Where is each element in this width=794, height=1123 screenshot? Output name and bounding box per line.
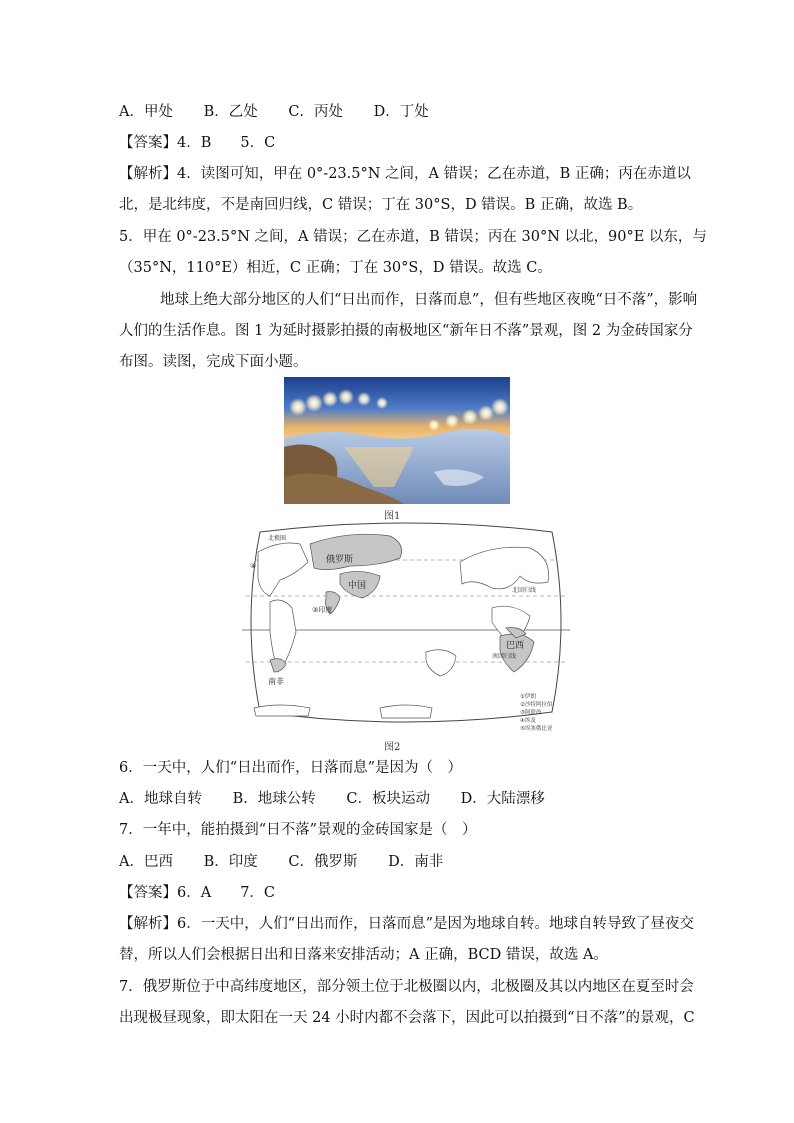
figure1-caption: 图1 <box>384 511 401 522</box>
label-tropic-south: 南回归线 <box>492 653 517 660</box>
option-d: D．大陆漂移 <box>460 791 545 807</box>
intro-line: 地球上绝大部分地区的人们“日出而作，日落而息”，但有些地区夜晚“日不落”，影响 <box>160 292 698 308</box>
analysis-line: 7．俄罗斯位于中高纬度地区，部分领土位于北极圈以内，北极圈及其以内地区在夏至时会 <box>119 979 694 995</box>
legend-item: ②沙特阿拉伯 <box>520 702 553 708</box>
label-india: ③印度 <box>312 606 333 614</box>
option-a: A．巴西 <box>119 854 173 870</box>
analysis-line: 5．甲在 0°-23.5°N 之间，A 错误；乙在赤道，B 错误；丙在 30°N 以北，90°E 以东，与 <box>119 229 707 245</box>
label-brazil: 巴西 <box>506 641 525 651</box>
analysis-line: 北，是北纬度，不是南回归线，C 错误；丁在 30°S，D 错误。B 正确，故选 B。 <box>119 197 643 213</box>
analysis-line: 替，所以人们会根据日出和日落来安排活动；A 正确，BCD 错误，故选 A。 <box>119 947 608 963</box>
legend-item: ④埃及 <box>520 718 536 724</box>
option-b: B．印度 <box>203 854 258 870</box>
legend-item: ⑤埃塞俄比亚 <box>520 726 553 732</box>
option-a: A．甲处 <box>119 104 173 120</box>
label-number-4: ④ <box>250 562 257 570</box>
answer-4-5: 【答案】4．B 5．C <box>119 135 276 151</box>
option-b: B．乙处 <box>203 104 258 120</box>
question-7-options <box>119 852 469 872</box>
question-6-options <box>119 789 571 809</box>
analysis-line: （35°N，110°E）相近，C 正确；丁在 30°S，D 错误。故选 C。 <box>119 260 552 276</box>
analysis-line: 【解析】4．读图可知，甲在 0°-23.5°N 之间，A 错误；乙在赤道，B 正确；丙在赤道以 <box>119 166 691 182</box>
analysis-line: 【解析】6．一天中，人们“日出而作，日落而息”是因为地球自转。地球自转导致了昼夜交 <box>119 916 695 932</box>
option-d: D．丁处 <box>373 104 429 120</box>
legend-item: ①伊朗 <box>520 694 536 700</box>
intro-line: 布图。读图，完成下面小题。 <box>119 354 308 370</box>
figure2-caption: 图2 <box>384 742 401 753</box>
prev-question-options <box>119 102 455 122</box>
question-7: 7．一年中，能拍摄到“日不落”景观的金砖国家是（ ） <box>119 822 477 838</box>
label-tropic-north: 北回归线 <box>512 587 537 594</box>
option-d: D．南非 <box>388 854 444 870</box>
figure1-photo <box>284 377 510 504</box>
option-a: A．地球自转 <box>119 791 202 807</box>
option-c: C．板块运动 <box>346 791 430 807</box>
label-russia: 俄罗斯 <box>326 555 354 565</box>
answer-6-7: 【答案】6．A 7．C <box>119 885 276 901</box>
intro-line: 人们的生活作息。图 1 为延时摄影拍摄的南极地区“新年日不落”景观，图 2 为金砖国家分 <box>119 323 693 339</box>
legend-item: ③阿联酋 <box>520 710 542 716</box>
label-arctic-circle: 北极圈 <box>268 535 287 542</box>
option-c: C．俄罗斯 <box>288 854 358 870</box>
analysis-line: 出现极昼现象，即太阳在一天 24 小时内都不会落下，因此可以拍摄到“日不落”的景观，C <box>119 1010 695 1026</box>
option-c: C．丙处 <box>288 104 343 120</box>
label-china: 中国 <box>348 581 367 591</box>
option-b: B．地球公转 <box>232 791 316 807</box>
label-south-africa: 南非 <box>268 677 284 686</box>
question-6: 6．一天中，人们“日出而作，日落而息”是因为（ ） <box>119 760 463 776</box>
figure2-map <box>230 522 582 738</box>
